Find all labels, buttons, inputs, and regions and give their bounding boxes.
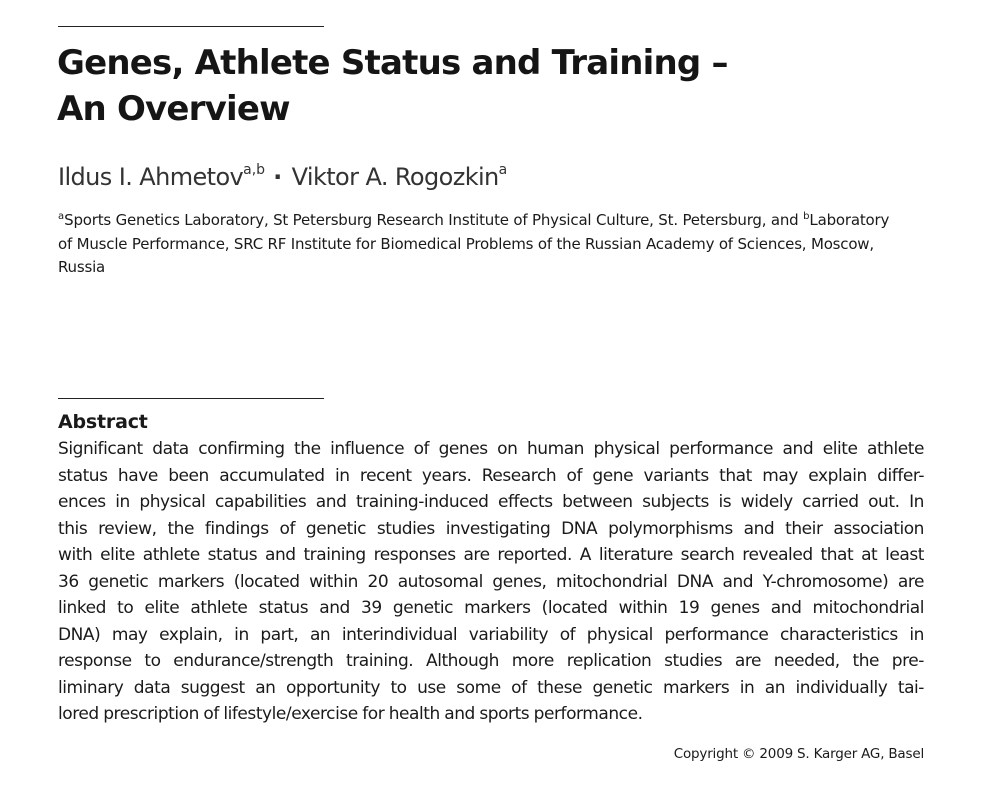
title-line-1: Genes, Athlete Status and Training – — [57, 43, 728, 83]
abstract-line: status have been accumulated in recent years. Research of gene variants that may explain differ- — [58, 465, 924, 486]
copyright-notice: Copyright © 2009 S. Karger AG, Basel — [673, 746, 924, 762]
author-1-affiliation-mark: a,b — [243, 162, 266, 178]
abstract-line: 36 genetic markers (located within 20 autosomal genes, mitochondrial DNA and Y-chromosome) are — [58, 571, 924, 592]
abstract-rule — [58, 398, 324, 399]
abstract-line: response to endurance/strength training. Although more replication studies are needed, the pre- — [58, 651, 924, 671]
abstract-line: ences in physical capabilities and training-induced effects between subjects is widely carried out. In — [58, 492, 924, 512]
author-2-name: Viktor A. Rogozkin — [291, 163, 499, 191]
article-title — [57, 40, 957, 132]
affiliation-b-text-start: Laboratory — [809, 211, 890, 229]
abstract-line: DNA) may explain, in part, an interindividual variability of physical performance characteristics in — [58, 624, 924, 645]
abstract-line: lored prescription of lifestyle/exercise for health and sports performance. — [58, 704, 643, 724]
author-2-affiliation-mark: a — [498, 162, 508, 178]
abstract-line: Significant data confirming the influence of genes on human physical performance and elite athlete — [58, 439, 924, 459]
abstract-line: with elite athlete status and training responses are reported. A literature search revealed that at least — [58, 545, 924, 565]
affiliation-line-2: of Muscle Performance, SRC RF Institute for Biomedical Problems of the Russian Academy of Sciences, Moscow, — [58, 234, 874, 253]
affiliations — [58, 205, 928, 280]
author-list — [58, 154, 507, 193]
abstract-heading: Abstract — [58, 411, 148, 433]
abstract-body — [58, 436, 924, 728]
author-separator: · — [273, 163, 282, 191]
affiliation-line-3: Russia — [58, 258, 106, 276]
affiliation-mark-b: b — [803, 211, 810, 222]
top-rule — [58, 26, 324, 27]
abstract-line: liminary data suggest an opportunity to use some of these genetic markers in an individually tai- — [58, 677, 924, 698]
affiliation-line-1 — [58, 205, 928, 233]
abstract-line: this review, the findings of genetic studies investigating DNA polymorphisms and their association — [58, 518, 924, 539]
affiliation-mark-a: a — [58, 211, 65, 222]
author-1-name: Ildus I. Ahmetov — [58, 163, 244, 191]
abstract-line: linked to elite athlete status and 39 genetic markers (located within 19 genes and mitochondrial — [58, 598, 924, 618]
affiliation-a-text: Sports Genetics Laboratory, St Petersburg Research Institute of Physical Culture, St. Petersburg, and — [64, 211, 804, 229]
title-line-2: An Overview — [57, 89, 290, 129]
